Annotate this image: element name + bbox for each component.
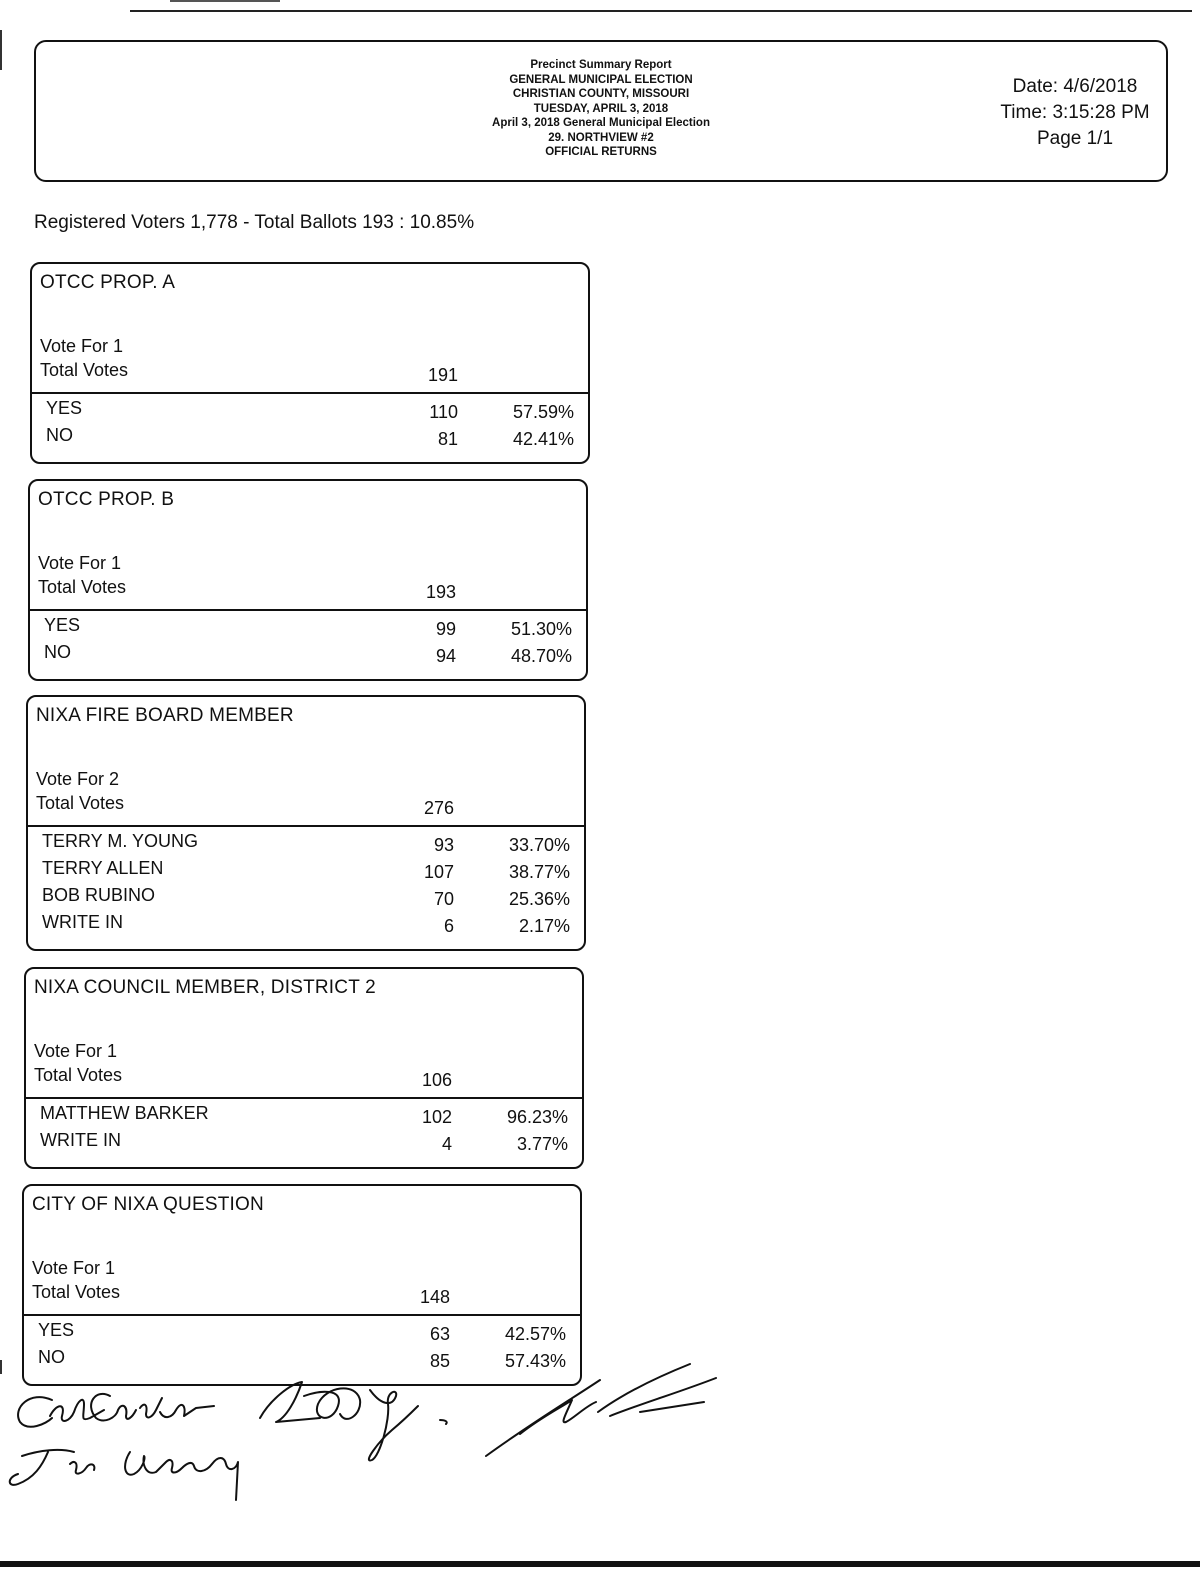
choice-votes: 99 [435,619,456,639]
report-header [34,40,1168,182]
total-votes-value: 148 [419,1287,450,1307]
total-votes-value: 276 [423,798,454,818]
jurisdiction: CHRISTIAN COUNTY, MISSOURI [512,88,690,100]
total-votes-label: Total Votes [38,577,127,597]
signature-4 [10,1450,238,1500]
choice-name: WRITE IN [40,1130,121,1150]
choice-row [32,398,588,425]
choice-votes: 4 [441,1134,452,1154]
choice-row [30,615,586,642]
choice-row [28,831,584,858]
choice-list [26,1103,582,1157]
total-votes-label: Total Votes [32,1282,121,1302]
scan-artifact-left-mark [0,30,2,70]
choice-row [32,425,588,452]
turnout-summary: Registered Voters 1,778 - Total Ballots 193 : 10.85% [34,212,475,233]
contest-divider [26,825,586,827]
choice-name: TERRY M. YOUNG [42,831,199,851]
choice-percent: 42.57% [504,1324,566,1344]
contest-title: OTCC PROP. B [38,489,175,510]
choice-list [30,615,586,669]
report-time: Time: 3:15:28 PM [1000,102,1150,123]
total-votes-value: 191 [427,365,458,385]
choice-name: NO [46,425,73,445]
scan-artifact-top-short [170,0,280,2]
total-votes-value: 193 [425,582,456,602]
choice-name: YES [38,1320,75,1340]
choice-percent: 48.70% [510,646,572,666]
contest-box [26,695,586,951]
choice-name: TERRY ALLEN [42,858,164,878]
vote-for-count: Vote For 1 [38,553,122,573]
report-date: Date: 4/6/2018 [1012,76,1138,97]
election-day: TUESDAY, APRIL 3, 2018 [533,102,669,115]
contest-divider [22,1314,582,1316]
choice-name: MATTHEW BARKER [40,1103,209,1123]
choice-votes: 85 [429,1351,450,1371]
choice-votes: 110 [429,402,458,422]
choice-name: YES [44,615,81,635]
choice-votes: 93 [433,835,454,855]
choice-row [28,885,584,912]
contest-title: NIXA FIRE BOARD MEMBER [36,705,294,726]
choice-votes: 81 [437,429,458,449]
choice-name: NO [44,642,71,662]
choice-row [28,912,584,939]
signatures-image [0,1360,740,1520]
choice-percent: 42.41% [512,429,574,449]
choice-percent: 38.77% [508,862,570,882]
choice-percent: 33.70% [508,835,570,855]
contest-box [24,967,584,1169]
choice-list [32,398,588,452]
contest-box [30,262,590,464]
report-type: Precinct Summary Report [530,59,672,71]
total-votes-label: Total Votes [40,360,129,380]
scan-artifact-top-line [130,10,1192,12]
total-votes-label: Total Votes [36,793,125,813]
total-votes-value: 106 [421,1070,452,1090]
choice-votes: 63 [429,1324,450,1344]
choice-name: NO [38,1347,65,1367]
signature-2 [260,1382,447,1460]
choice-name: BOB RUBINO [42,885,156,905]
signature-3 [486,1364,716,1456]
choice-row [24,1320,580,1347]
vote-for-count: Vote For 1 [34,1041,118,1061]
choice-row [26,1130,582,1157]
contest-box [22,1184,582,1386]
contest-box [28,479,588,681]
choice-name: WRITE IN [42,912,123,932]
election-description: April 3, 2018 General Municipal Election [492,117,710,129]
choice-name: YES [46,398,83,418]
choice-percent: 51.30% [510,619,572,639]
returns-status: OFFICIAL RETURNS [545,146,657,158]
choice-row [30,642,586,669]
choice-percent: 57.59% [512,402,574,422]
total-votes-label: Total Votes [34,1065,123,1085]
choice-votes: 70 [433,889,454,909]
contest-divider [24,1097,584,1099]
vote-for-count: Vote For 2 [36,769,120,789]
choice-percent: 2.17% [518,916,570,936]
choice-votes: 102 [421,1107,452,1127]
choice-votes: 6 [443,916,454,936]
choice-list [28,831,584,939]
choice-votes: 107 [423,862,454,882]
signature-1 [18,1394,214,1427]
choice-percent: 57.43% [504,1351,566,1371]
election-name: GENERAL MUNICIPAL ELECTION [509,73,693,86]
contest-title: CITY OF NIXA QUESTION [32,1194,264,1215]
vote-for-count: Vote For 1 [32,1258,116,1278]
choice-row [26,1103,582,1130]
report-page: Page 1/1 [1036,128,1114,149]
precinct-name: 29. NORTHVIEW #2 [548,131,654,144]
contest-divider [30,392,590,394]
vote-for-count: Vote For 1 [40,336,124,356]
report-header-meta [990,74,1160,152]
choice-row [28,858,584,885]
contest-divider [28,609,588,611]
scan-artifact-bottom-line [0,1561,1200,1567]
choice-percent: 96.23% [506,1107,568,1127]
contest-title: OTCC PROP. A [40,272,176,293]
contest-title: NIXA COUNCIL MEMBER, DISTRICT 2 [34,977,376,998]
choice-votes: 94 [435,646,456,666]
choice-percent: 25.36% [508,889,570,909]
choice-percent: 3.77% [516,1134,568,1154]
